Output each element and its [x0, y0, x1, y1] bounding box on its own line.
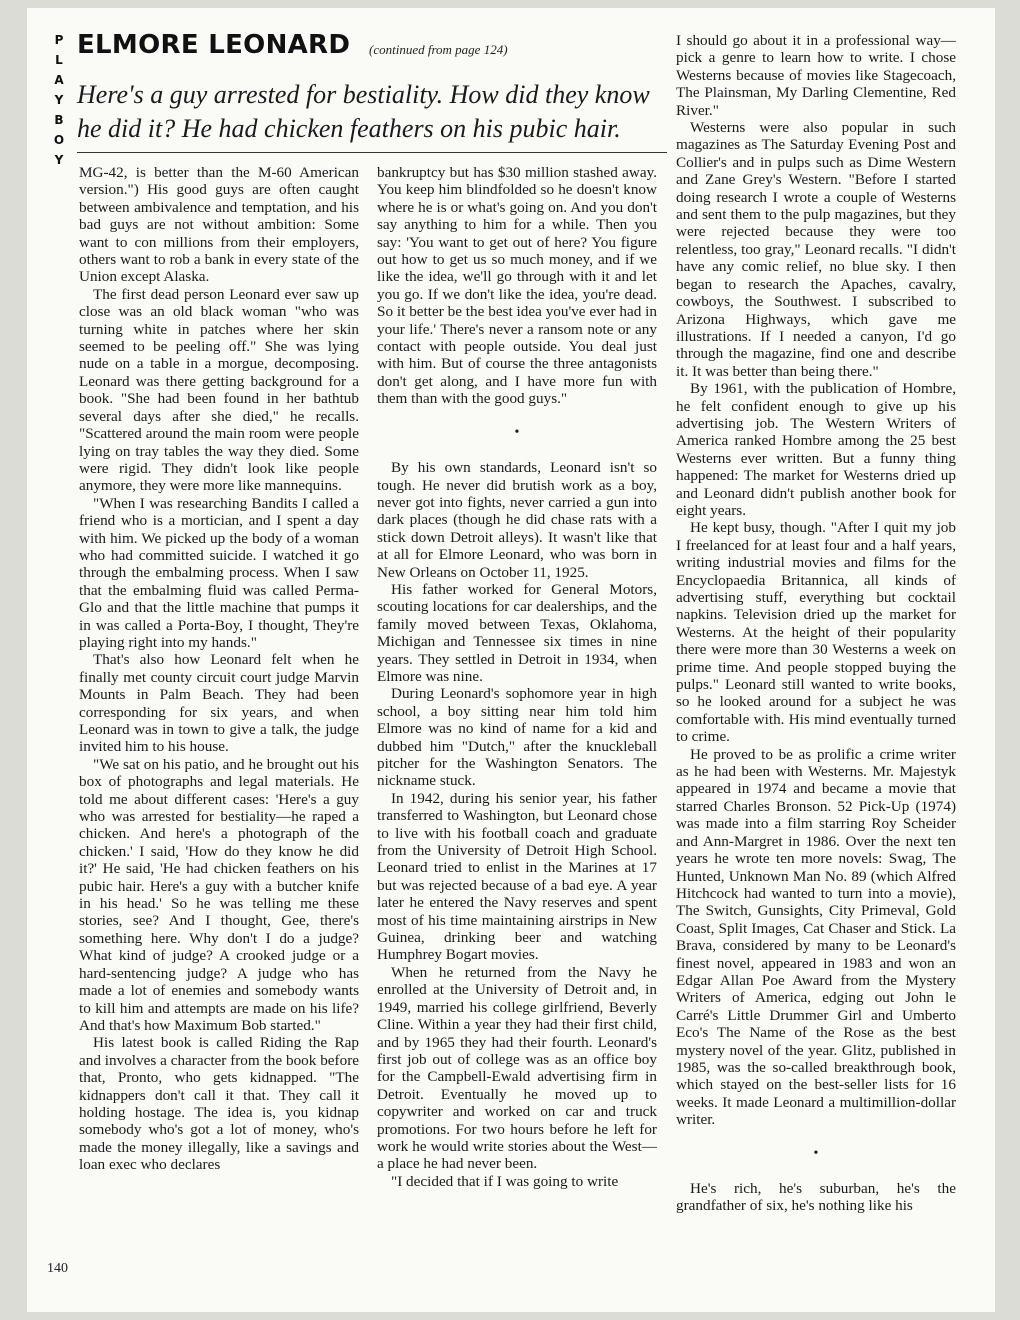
paragraph: MG-42, is better than the M-60 American version.") His good guys are often caught between ambivalence and temptation, and his bad guys are not without ambition: Some want to con millions from their employers, others want to rob a bank in every state of the Union except Alaska.	[79, 164, 359, 286]
pull-quote-rule	[77, 152, 667, 153]
brand-letter: A	[54, 73, 64, 87]
text-column-3	[676, 32, 956, 1215]
paragraph: "We sat on his patio, and he brought out his box of photographs and legal materials. He told me about different cases: 'Here's a guy who was arrested for bestiality—he raped a chicken. And here's a photograph of the chicken.' I said, 'How do they know he did it?' He said, 'He had chicken feathers on his pubic hair. Here's a guy with a butcher knife in his head.' So he was telling me these stories, see? And I thought, Gee, there's something here. Why don't I do a judge? What kind of judge? A crooked judge or a hard-sentencing judge? A judge who has made a lot of enemies and somebody wants to kill him and attempts are made on his life? And that's how Maximum Bob started."	[79, 755, 359, 1034]
paragraph: During Leonard's sophomore year in high school, a boy sitting near him told him Elmore was no kind of name for a kid and dubbed him "Dutch," after the knuckleball pitcher for the Washington Senators. The nickname stuck.	[377, 685, 657, 790]
brand-letter: Y	[54, 93, 64, 107]
section-divider-bullet: •	[514, 424, 520, 440]
paragraph: The first dead person Leonard ever saw up close was an old black woman "who was turning white in patches where her skin seemed to be peeling off." She was lying nude on a table in a morgue, decomposing. Leonard was there getting background for a book. "She had been found in her bathtub several days after she died," he recalls. "Scattered around the main room were people lying on tray tables the way they died. Some were rigid. They didn't look like people anymore, they were more like mannequins.	[79, 285, 359, 495]
paragraph: By his own standards, Leonard isn't so tough. He never did brutish work as a boy, never got into fights, never carried a gun into dark places (though he did chase rats with a stick down Detroit alleys). It wasn't like that at all for Elmore Leonard, who was born in New Orleans on October 11, 1925.	[377, 459, 657, 581]
brand-letter: P	[54, 33, 64, 47]
brand-letter: Y	[54, 153, 64, 167]
paragraph: He kept busy, though. "After I quit my job I freelanced for at least four and a half years, writing industrial movies and films for the Encyclopaedia Britannica, all kinds of advertising stuff, everything but cocktail napkins. Television dried up the market for Westerns. At the height of their popularity there were more than 30 Westerns a week on prime time. And people stopped buying the pulps." Leonard still wanted to write books, so he looked around for a subject he was comfortable with. His mind eventually turned to crime.	[676, 519, 956, 746]
section-divider-bullet: •	[813, 1145, 819, 1161]
text-column-1	[79, 164, 359, 1174]
paragraph: Westerns were also popular in such magazines as The Saturday Evening Post and Collier's and in pulps such as Dime Western and Zane Grey's Western. "Before I started doing research I wrote a couple of Westerns and sent them to the pulp magazines, but they were rejected because they were too relentless, too gray," Leonard recalls. "I didn't have any comic relief, no blue sky. I then began to research the Apaches, cavalry, cowboys, the Southwest. I subscribed to Arizona Highways, which gave me illustrations. If I needed a canyon, I'd go through the magazine, find one and describe it. It was better than being there."	[676, 119, 956, 380]
paragraph: That's also how Leonard felt when he finally met county circuit court judge Marvin Mounts in Palm Beach. They had been corresponding for six years, and when Leonard was in town to give a talk, the judge invited him to his house.	[79, 651, 359, 756]
paragraph: "When I was researching Bandits I called a friend who is a mortician, and I spent a day with him. We picked up the body of a woman who had committed suicide. I watched it go through the embalming process. When I saw that the embalming fluid was called Perma-Glo and that the little machine that pumps it in was called a Porta-Boy, I thought, They're playing right into my hands."	[79, 494, 359, 651]
paragraph: His father worked for General Motors, scouting locations for car dealerships, and the family moved between Texas, Oklahoma, Michigan and Tennessee six times in nine years. They settled in Detroit in 1934, when Elmore was nine.	[377, 580, 657, 685]
magazine-brand-vertical	[47, 30, 71, 170]
pull-quote: Here's a guy arrested for bestiality. How did they know he did it? He had chicken feathers on his pubic hair.	[77, 80, 650, 143]
continued-note: (continued from page 124)	[369, 42, 508, 57]
paragraph: "I decided that if I was going to write	[391, 1172, 619, 1190]
page-number: 140	[47, 1261, 68, 1276]
paragraph: In 1942, during his senior year, his father transferred to Washington, but Leonard chose to live with his football coach and graduate from the University of Detroit High School. Leonard tried to enlist in the Marines at 17 but was rejected because of a bad eye. A year later he entered the Navy reserves and spent most of his time maintaining airstrips in New Guinea, drinking beer and watching Humphrey Bogart movies.	[377, 789, 657, 964]
paragraph: bankruptcy but has $30 million stashed away. You keep him blindfolded so he doesn't know where he is or what's going on. And you don't say anything to him for a while. Then you say: 'You want to get out of here? You figure out how to get us so much money, and if we like the idea, we'll go through with it and let you go. If we don't like the idea, you're dead. So it better be the best idea you've ever had in your life.' There's never a ransom note or any contact with people outside. You deal just with him. But of course the three antagonists don't get along, and I have more fun with them than with the good guys."	[377, 164, 657, 408]
brand-letter: B	[54, 113, 64, 127]
brand-letter: O	[53, 133, 65, 147]
paragraph: When he returned from the Navy he enrolled at the University of Detroit and, in 1949, married his college girlfriend, Beverly Cline. Within a year they had their first child, and by 1965 they had their fourth. Leonard's first job out of college was as an office boy for the Campbell-Ewald advertising firm in Detroit. Eventually he moved up to copywriter and worked on car and truck promotions. For two hours before he left for work he would write stories about the West—a place he had never been.	[377, 963, 657, 1173]
paragraph: He's rich, he's suburban, he's the grandfather of six, he's nothing like his	[676, 1180, 956, 1215]
text-column-2	[377, 164, 657, 1190]
paragraph: He proved to be as prolific a crime writer as he had been with Westerns. Mr. Majestyk appeared in 1974 and became a movie that starred Charles Bronson. 52 Pick-Up (1974) was made into a film starring Roy Scheider and Ann-Margret in 1986. Over the next ten years he wrote ten more novels: Swag, The Hunted, Unknown Man No. 89 (which Alfred Hitchcock had wanted to turn into a movie), The Switch, Gunsights, City Primeval, Gold Coast, Split Images, Cat Chaser and Stick. La Brava, considered by many to be Leonard's finest novel, appeared in 1983 and won an Edgar Allan Poe Award from the Mystery Writers of America, edging out John le Carré's Little Drummer Girl and Umberto Eco's The Name of the Rose as the best mystery novel of the year. Glitz, published in 1985, was the so-called breakthrough book, which stayed on the best-seller lists for 16 weeks. It made Leonard a multimillion-dollar writer.	[676, 745, 956, 1129]
paragraph: I should go about it in a professional way—pick a genre to learn how to write. I chose Westerns because of movies like Stagecoach, The Plainsman, My Darling Clementine, Red River."	[676, 32, 956, 119]
brand-letter: L	[55, 53, 63, 67]
paragraph: By 1961, with the publication of Hombre, he felt confident enough to give up his advertising job. The Western Writers of America ranked Hombre among the 25 best Westerns ever written. But a funny thing happened: The market for Westerns dried up and Leonard didn't publish another book for eight years.	[676, 380, 956, 519]
article-title: ELMORE LEONARD	[77, 30, 351, 60]
paragraph: His latest book is called Riding the Rap and involves a character from the book before that, Pronto, who gets kidnapped. "The kidnappers don't call it that. They call it holding hostage. The idea is, you kidnap somebody who's got a lot of money, who's made the money illegally, like a savings and loan exec who declares	[79, 1034, 359, 1174]
magazine-page	[27, 8, 995, 1312]
